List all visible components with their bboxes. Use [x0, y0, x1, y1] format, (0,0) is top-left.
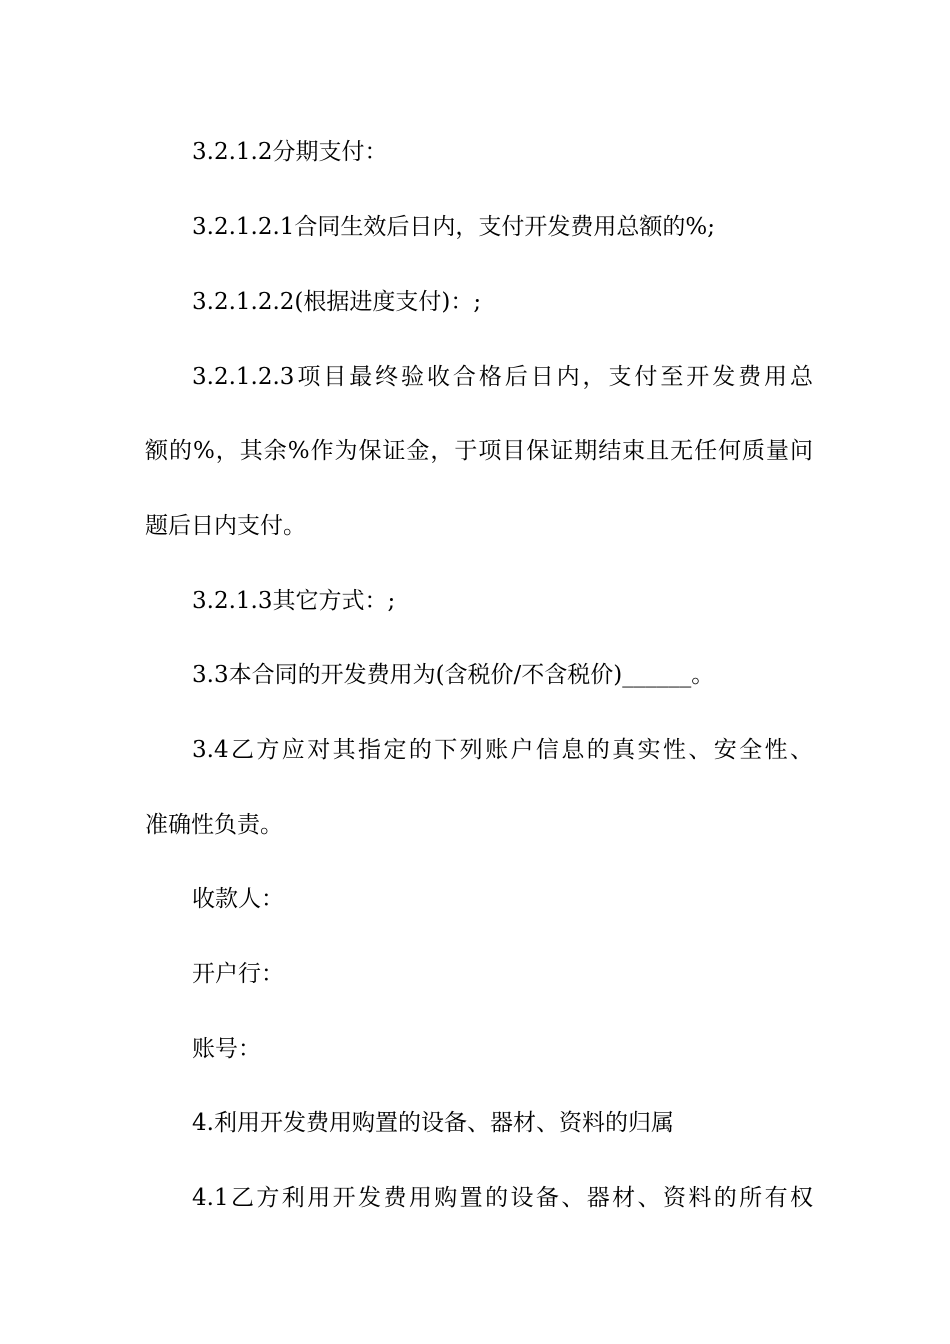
- paragraph-3-2-1-3: 3.2.1.3其它方式：;: [192, 588, 396, 614]
- paragraph-3-4-line-1: 3.4乙方应对其指定的下列账户信息的真实性、安全性、: [192, 737, 813, 763]
- paragraph-3-3: 3.3本合同的开发费用为(含税价/不含税价)______。: [192, 662, 715, 688]
- bank-label: 开户行：: [192, 961, 284, 987]
- paragraph-3-2-1-2: 3.2.1.2分期支付：: [192, 139, 388, 165]
- paragraph-4-1-line-1: 4.1乙方利用开发费用购置的设备、器材、资料的所有权: [192, 1185, 813, 1211]
- paragraph-3-2-1-2-1: 3.2.1.2.1合同生效后日内，支付开发费用总额的%;: [192, 214, 716, 240]
- paragraph-3-2-1-2-3-line-2: 额的%，其余%作为保证金，于项目保证期结束且无任何质量问: [145, 438, 813, 464]
- paragraph-3-2-1-2-3-line-3: 题后日内支付。: [145, 513, 306, 539]
- paragraph-3-4-line-2: 准确性负责。: [145, 812, 283, 838]
- paragraph-3-2-1-2-2: 3.2.1.2.2(根据进度支付)：;: [192, 289, 482, 315]
- section-4-heading: 4.利用开发费用购置的设备、器材、资料的归属: [192, 1110, 674, 1136]
- account-number-label: 账号：: [192, 1036, 261, 1062]
- paragraph-3-2-1-2-3-line-1: 3.2.1.2.3项目最终验收合格后日内，支付至开发费用总: [192, 364, 813, 390]
- payee-label: 收款人：: [192, 886, 284, 912]
